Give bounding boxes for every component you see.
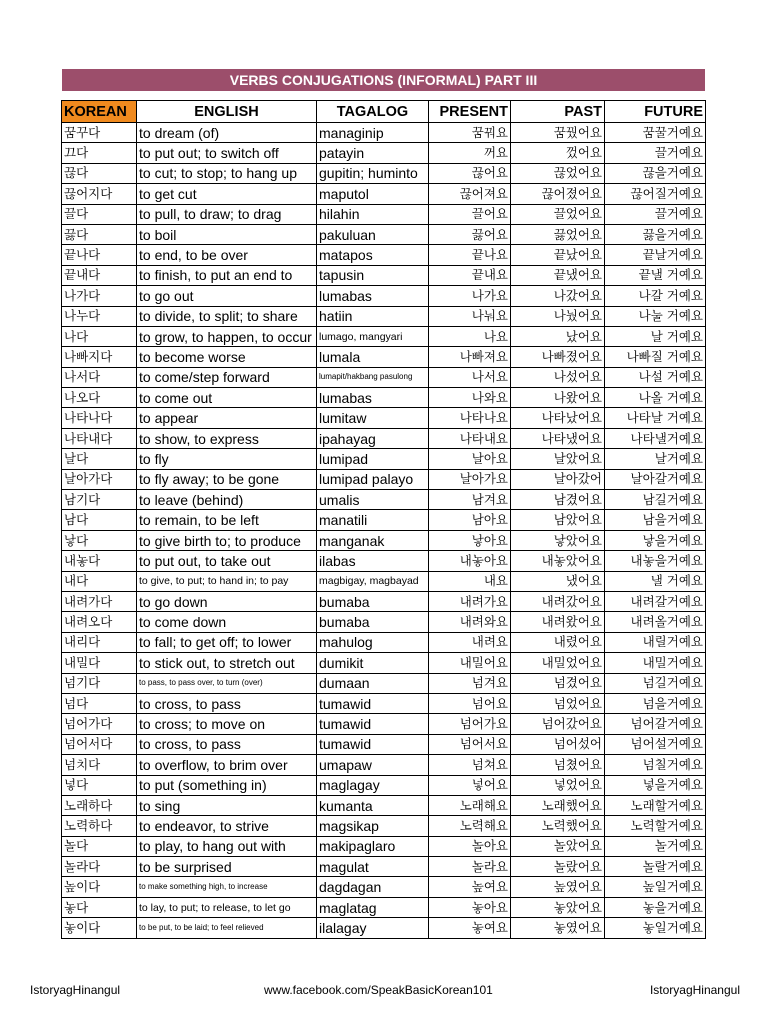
cell-present: 끓어요	[429, 224, 511, 244]
cell-future: 내려올거예요	[605, 612, 706, 632]
cell-korean: 나다	[62, 326, 137, 346]
cell-present: 내밀어요	[429, 653, 511, 673]
cell-present: 내려요	[429, 632, 511, 652]
cell-future: 내려갈거예요	[605, 591, 706, 611]
cell-korean: 끓다	[62, 224, 137, 244]
cell-tagalog: lumago, mangyari	[317, 326, 429, 346]
cell-future: 끝낼 거예요	[605, 265, 706, 285]
cell-korean: 날다	[62, 449, 137, 469]
cell-english: to dream (of)	[137, 123, 317, 143]
cell-korean: 넘어가다	[62, 714, 137, 734]
cell-english: to pull, to draw; to drag	[137, 204, 317, 224]
cell-english: to play, to hang out with	[137, 836, 317, 856]
cell-english: to lay, to put; to release, to let go	[137, 897, 317, 917]
table-row	[62, 490, 706, 510]
cell-past: 끓었어요	[511, 224, 605, 244]
cell-future: 끌거예요	[605, 143, 706, 163]
cell-korean: 나서다	[62, 367, 137, 387]
cell-past: 놀았어요	[511, 836, 605, 856]
cell-tagalog: managinip	[317, 123, 429, 143]
cell-past: 내려갔어요	[511, 591, 605, 611]
cell-present: 넘어가요	[429, 714, 511, 734]
cell-past: 내려왔어요	[511, 612, 605, 632]
cell-korean: 나오다	[62, 388, 137, 408]
cell-english: to boil	[137, 224, 317, 244]
cell-english: to fly	[137, 449, 317, 469]
table-row	[62, 530, 706, 550]
cell-tagalog: manganak	[317, 530, 429, 550]
column-header-present: PRESENT	[429, 101, 511, 123]
table-row	[62, 918, 706, 938]
table-body	[62, 123, 706, 939]
cell-past: 넘어섰어	[511, 734, 605, 754]
cell-present: 나와요	[429, 388, 511, 408]
cell-english: to stick out, to stretch out	[137, 653, 317, 673]
footer-left-credit: IstoryagHinangul	[30, 983, 121, 997]
cell-present: 끊어져요	[429, 184, 511, 204]
cell-english: to end, to be over	[137, 245, 317, 265]
cell-present: 끝내요	[429, 265, 511, 285]
cell-past: 끝났어요	[511, 245, 605, 265]
cell-past: 넘쳤어요	[511, 755, 605, 775]
cell-past: 넘겼어요	[511, 673, 605, 693]
cell-tagalog: lumipad palayo	[317, 469, 429, 489]
cell-tagalog: patayin	[317, 143, 429, 163]
cell-tagalog: dumaan	[317, 673, 429, 693]
cell-present: 놀아요	[429, 836, 511, 856]
cell-future: 끓을거예요	[605, 224, 706, 244]
cell-korean: 넘기다	[62, 673, 137, 693]
cell-past: 높였어요	[511, 877, 605, 897]
cell-present: 나가요	[429, 286, 511, 306]
cell-past: 나타났어요	[511, 408, 605, 428]
cell-english: to put out, to take out	[137, 551, 317, 571]
table-row	[62, 286, 706, 306]
cell-english: to cross, to pass	[137, 693, 317, 713]
cell-future: 노래할거예요	[605, 795, 706, 815]
cell-english: to become worse	[137, 347, 317, 367]
cell-past: 넣었어요	[511, 775, 605, 795]
table-row	[62, 184, 706, 204]
table-row	[62, 265, 706, 285]
cell-past: 나왔어요	[511, 388, 605, 408]
table-row	[62, 143, 706, 163]
table-row	[62, 204, 706, 224]
column-header-english: ENGLISH	[137, 101, 317, 123]
table-row	[62, 673, 706, 693]
cell-present: 나요	[429, 326, 511, 346]
verb-conjugation-table	[61, 100, 706, 939]
cell-english: to cross, to pass	[137, 734, 317, 754]
table-row	[62, 897, 706, 917]
cell-korean: 낳다	[62, 530, 137, 550]
cell-future: 넘칠거예요	[605, 755, 706, 775]
cell-past: 꿈꿨어요	[511, 123, 605, 143]
table-row	[62, 449, 706, 469]
cell-present: 꿈꿔요	[429, 123, 511, 143]
cell-tagalog: maglagay	[317, 775, 429, 795]
cell-korean: 내려가다	[62, 591, 137, 611]
cell-future: 내놓을거예요	[605, 551, 706, 571]
table-row	[62, 734, 706, 754]
table-row	[62, 551, 706, 571]
cell-present: 끝나요	[429, 245, 511, 265]
table-row	[62, 123, 706, 143]
cell-tagalog: hilahin	[317, 204, 429, 224]
cell-korean: 끊다	[62, 163, 137, 183]
cell-past: 내밀었어요	[511, 653, 605, 673]
column-header-past: PAST	[511, 101, 605, 123]
cell-tagalog: matapos	[317, 245, 429, 265]
cell-past: 끌었어요	[511, 204, 605, 224]
cell-tagalog: dumikit	[317, 653, 429, 673]
cell-korean: 끄다	[62, 143, 137, 163]
column-header-korean: KOREAN	[62, 101, 137, 123]
cell-past: 남겼어요	[511, 490, 605, 510]
cell-future: 끌거예요	[605, 204, 706, 224]
cell-present: 남아요	[429, 510, 511, 530]
cell-english: to be surprised	[137, 857, 317, 877]
table-row	[62, 347, 706, 367]
cell-past: 넘어갔어요	[511, 714, 605, 734]
cell-future: 나타낼거예요	[605, 428, 706, 448]
table-row	[62, 816, 706, 836]
cell-present: 끌어요	[429, 204, 511, 224]
cell-present: 높여요	[429, 877, 511, 897]
cell-english: to overflow, to brim over	[137, 755, 317, 775]
cell-past: 나타냈어요	[511, 428, 605, 448]
cell-korean: 끝내다	[62, 265, 137, 285]
cell-future: 나올 거예요	[605, 388, 706, 408]
cell-english: to come out	[137, 388, 317, 408]
cell-past: 끝냈어요	[511, 265, 605, 285]
cell-past: 내렸어요	[511, 632, 605, 652]
cell-present: 넘쳐요	[429, 755, 511, 775]
cell-present: 넘겨요	[429, 673, 511, 693]
cell-present: 노력해요	[429, 816, 511, 836]
cell-tagalog: ilalagay	[317, 918, 429, 938]
cell-tagalog: maputol	[317, 184, 429, 204]
table-row	[62, 388, 706, 408]
cell-future: 낼 거예요	[605, 571, 706, 591]
column-header-future: FUTURE	[605, 101, 706, 123]
table-row	[62, 408, 706, 428]
table-row	[62, 714, 706, 734]
table-row	[62, 877, 706, 897]
table-row	[62, 693, 706, 713]
cell-korean: 내다	[62, 571, 137, 591]
cell-korean: 꿈꾸다	[62, 123, 137, 143]
cell-korean: 나타나다	[62, 408, 137, 428]
cell-past: 껐어요	[511, 143, 605, 163]
cell-tagalog: manatili	[317, 510, 429, 530]
cell-tagalog: bumaba	[317, 612, 429, 632]
cell-future: 꿈꿀거예요	[605, 123, 706, 143]
cell-tagalog: ipahayag	[317, 428, 429, 448]
cell-korean: 남기다	[62, 490, 137, 510]
cell-korean: 넘다	[62, 693, 137, 713]
cell-english: to come down	[137, 612, 317, 632]
table-row	[62, 795, 706, 815]
cell-english: to put out; to switch off	[137, 143, 317, 163]
cell-future: 넘을거예요	[605, 693, 706, 713]
table-row	[62, 571, 706, 591]
cell-present: 내요	[429, 571, 511, 591]
cell-korean: 나누다	[62, 306, 137, 326]
cell-present: 놓아요	[429, 897, 511, 917]
page-title: VERBS CONJUGATIONS (INFORMAL) PART III	[62, 69, 705, 91]
cell-past: 나눴어요	[511, 306, 605, 326]
cell-tagalog: hatiin	[317, 306, 429, 326]
cell-future: 놓을거예요	[605, 897, 706, 917]
cell-future: 넘어갈거예요	[605, 714, 706, 734]
cell-korean: 노래하다	[62, 795, 137, 815]
cell-present: 놓여요	[429, 918, 511, 938]
cell-present: 내놓아요	[429, 551, 511, 571]
cell-past: 끊었어요	[511, 163, 605, 183]
cell-english: to sing	[137, 795, 317, 815]
cell-present: 날아가요	[429, 469, 511, 489]
cell-present: 나타내요	[429, 428, 511, 448]
cell-present: 끊어요	[429, 163, 511, 183]
cell-tagalog: ilabas	[317, 551, 429, 571]
table-header-row	[62, 101, 706, 123]
cell-tagalog: lumabas	[317, 286, 429, 306]
cell-english: to remain, to be left	[137, 510, 317, 530]
cell-present: 나빠져요	[429, 347, 511, 367]
cell-korean: 끝나다	[62, 245, 137, 265]
cell-future: 나갈 거예요	[605, 286, 706, 306]
cell-tagalog: magsikap	[317, 816, 429, 836]
table-row	[62, 510, 706, 530]
cell-present: 넣어요	[429, 775, 511, 795]
cell-korean: 나타내다	[62, 428, 137, 448]
cell-english: to divide, to split; to share	[137, 306, 317, 326]
cell-future: 남길거예요	[605, 490, 706, 510]
cell-korean: 내려오다	[62, 612, 137, 632]
cell-future: 끊어질거예요	[605, 184, 706, 204]
cell-english: to give, to put; to hand in; to pay	[137, 571, 317, 591]
cell-korean: 나빠지다	[62, 347, 137, 367]
cell-past: 날아갔어	[511, 469, 605, 489]
cell-english: to appear	[137, 408, 317, 428]
cell-korean: 내놓다	[62, 551, 137, 571]
table-row	[62, 428, 706, 448]
cell-future: 나설 거예요	[605, 367, 706, 387]
cell-english: to finish, to put an end to	[137, 265, 317, 285]
cell-korean: 끊어지다	[62, 184, 137, 204]
cell-past: 놓였어요	[511, 918, 605, 938]
column-header-tagalog: TAGALOG	[317, 101, 429, 123]
cell-korean: 날아가다	[62, 469, 137, 489]
cell-future: 놀거예요	[605, 836, 706, 856]
cell-english: to fall; to get off; to lower	[137, 632, 317, 652]
cell-english: to pass, to pass over, to turn (over)	[137, 673, 317, 693]
table-row	[62, 775, 706, 795]
cell-english: to get cut	[137, 184, 317, 204]
cell-present: 낳아요	[429, 530, 511, 550]
cell-future: 넣을거예요	[605, 775, 706, 795]
cell-future: 끊을거예요	[605, 163, 706, 183]
footer-right-credit: IstoryagHinangul	[649, 983, 740, 997]
cell-english: to be put, to be laid; to feel relieved	[137, 918, 317, 938]
cell-future: 넘길거예요	[605, 673, 706, 693]
cell-tagalog: maglatag	[317, 897, 429, 917]
cell-english: to show, to express	[137, 428, 317, 448]
cell-tagalog: mahulog	[317, 632, 429, 652]
cell-future: 노력할거예요	[605, 816, 706, 836]
cell-korean: 끌다	[62, 204, 137, 224]
cell-present: 나눠요	[429, 306, 511, 326]
cell-english: to cut; to stop; to hang up	[137, 163, 317, 183]
cell-korean: 놀다	[62, 836, 137, 856]
cell-future: 넘어설거예요	[605, 734, 706, 754]
cell-future: 끝날거예요	[605, 245, 706, 265]
cell-korean: 넘어서다	[62, 734, 137, 754]
cell-future: 나빠질 거예요	[605, 347, 706, 367]
cell-tagalog: lumipad	[317, 449, 429, 469]
cell-past: 날았어요	[511, 449, 605, 469]
cell-korean: 넘치다	[62, 755, 137, 775]
cell-english: to grow, to happen, to occur	[137, 326, 317, 346]
cell-tagalog: umapaw	[317, 755, 429, 775]
cell-future: 남을거예요	[605, 510, 706, 530]
cell-tagalog: dagdagan	[317, 877, 429, 897]
cell-tagalog: kumanta	[317, 795, 429, 815]
cell-english: to give birth to; to produce	[137, 530, 317, 550]
cell-future: 날거예요	[605, 449, 706, 469]
cell-tagalog: tumawid	[317, 714, 429, 734]
footer-facebook-url: www.facebook.com/SpeakBasicKorean101	[264, 983, 493, 997]
cell-future: 나타날 거예요	[605, 408, 706, 428]
cell-past: 노력했어요	[511, 816, 605, 836]
cell-past: 낳았어요	[511, 530, 605, 550]
cell-present: 내려가요	[429, 591, 511, 611]
cell-future: 높일거예요	[605, 877, 706, 897]
cell-korean: 놀라다	[62, 857, 137, 877]
cell-english: to put (something in)	[137, 775, 317, 795]
cell-present: 넘어요	[429, 693, 511, 713]
cell-past: 놓았어요	[511, 897, 605, 917]
cell-future: 내밀거예요	[605, 653, 706, 673]
cell-tagalog: tumawid	[317, 734, 429, 754]
table-row	[62, 755, 706, 775]
cell-present: 날아요	[429, 449, 511, 469]
table-row	[62, 469, 706, 489]
cell-korean: 놓다	[62, 897, 137, 917]
cell-tagalog: umalis	[317, 490, 429, 510]
table-row	[62, 306, 706, 326]
cell-future: 날아갈거예요	[605, 469, 706, 489]
cell-present: 노래해요	[429, 795, 511, 815]
cell-korean: 내리다	[62, 632, 137, 652]
cell-korean: 높이다	[62, 877, 137, 897]
cell-tagalog: lumabas	[317, 388, 429, 408]
cell-korean: 남다	[62, 510, 137, 530]
cell-tagalog: bumaba	[317, 591, 429, 611]
cell-tagalog: magbigay, magbayad	[317, 571, 429, 591]
cell-english: to fly away; to be gone	[137, 469, 317, 489]
cell-future: 놀랄거예요	[605, 857, 706, 877]
cell-past: 나빠졌어요	[511, 347, 605, 367]
cell-tagalog: lumala	[317, 347, 429, 367]
cell-future: 날 거예요	[605, 326, 706, 346]
cell-tagalog: makipaglaro	[317, 836, 429, 856]
table-row	[62, 857, 706, 877]
cell-future: 낳을거예요	[605, 530, 706, 550]
cell-english: to come/step forward	[137, 367, 317, 387]
cell-past: 났어요	[511, 326, 605, 346]
cell-past: 냈어요	[511, 571, 605, 591]
cell-english: to cross; to move on	[137, 714, 317, 734]
cell-past: 내놓았어요	[511, 551, 605, 571]
table-row	[62, 245, 706, 265]
cell-korean: 넣다	[62, 775, 137, 795]
table-row	[62, 632, 706, 652]
cell-present: 꺼요	[429, 143, 511, 163]
cell-present: 나타나요	[429, 408, 511, 428]
cell-future: 놓일거예요	[605, 918, 706, 938]
table-row	[62, 326, 706, 346]
cell-past: 노래했어요	[511, 795, 605, 815]
table-row	[62, 591, 706, 611]
cell-past: 나갔어요	[511, 286, 605, 306]
cell-present: 놀라요	[429, 857, 511, 877]
cell-present: 남겨요	[429, 490, 511, 510]
cell-tagalog: tapusin	[317, 265, 429, 285]
cell-english: to go out	[137, 286, 317, 306]
cell-english: to endeavor, to strive	[137, 816, 317, 836]
cell-past: 넘었어요	[511, 693, 605, 713]
cell-tagalog: pakuluan	[317, 224, 429, 244]
table-row	[62, 163, 706, 183]
cell-english: to go down	[137, 591, 317, 611]
cell-present: 나서요	[429, 367, 511, 387]
cell-tagalog: gupitin; huminto	[317, 163, 429, 183]
table-row	[62, 224, 706, 244]
cell-past: 끊어졌어요	[511, 184, 605, 204]
table-row	[62, 367, 706, 387]
cell-korean: 노력하다	[62, 816, 137, 836]
cell-tagalog: tumawid	[317, 693, 429, 713]
table-row	[62, 836, 706, 856]
cell-present: 내려와요	[429, 612, 511, 632]
cell-past: 남았어요	[511, 510, 605, 530]
cell-tagalog: magulat	[317, 857, 429, 877]
cell-english: to leave (behind)	[137, 490, 317, 510]
cell-present: 넘어서요	[429, 734, 511, 754]
table-row	[62, 612, 706, 632]
cell-future: 나눌 거예요	[605, 306, 706, 326]
cell-past: 놀랐어요	[511, 857, 605, 877]
cell-tagalog: lumitaw	[317, 408, 429, 428]
cell-korean: 내밀다	[62, 653, 137, 673]
cell-korean: 놓이다	[62, 918, 137, 938]
cell-korean: 나가다	[62, 286, 137, 306]
cell-past: 나섰어요	[511, 367, 605, 387]
cell-future: 내릴거예요	[605, 632, 706, 652]
cell-tagalog: lumapit/hakbang pasulong	[317, 367, 429, 387]
cell-english: to make something high, to increase	[137, 877, 317, 897]
table-row	[62, 653, 706, 673]
